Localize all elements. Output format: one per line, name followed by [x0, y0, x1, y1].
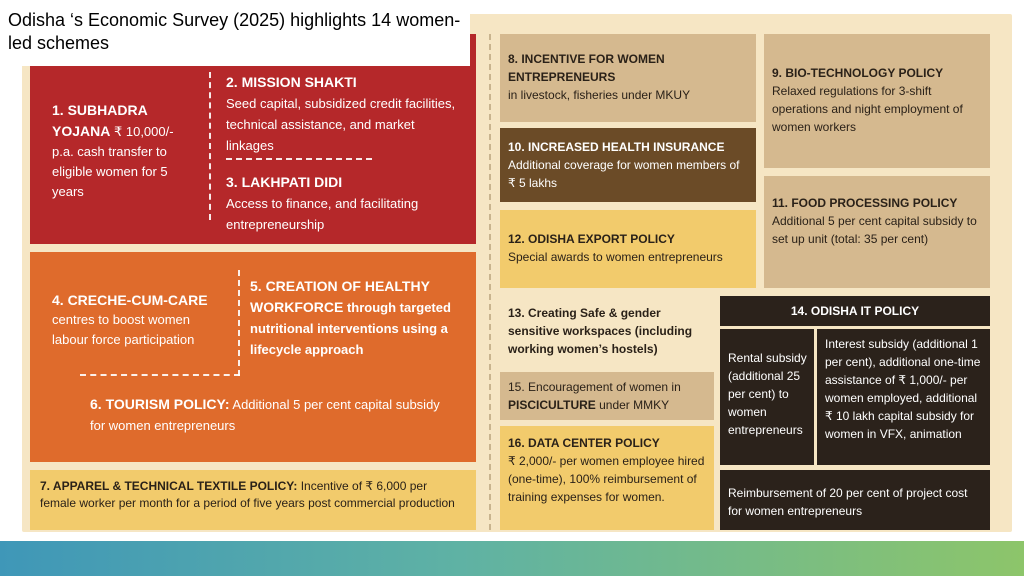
- scheme-2-text: Seed capital, subsidized credit facilities, technical assistance, and market linkages: [226, 96, 456, 153]
- scheme-8: [500, 34, 756, 122]
- scheme-4: [44, 284, 234, 356]
- scheme-8-text: in livestock, fisheries under MKUY: [508, 88, 691, 102]
- divider: [209, 72, 211, 220]
- scheme-16: [500, 426, 714, 530]
- scheme-15-bold: PISCICULTURE: [508, 398, 596, 412]
- scheme-10-title: 10. INCREASED HEALTH INSURANCE: [508, 140, 725, 154]
- scheme-13: [500, 296, 714, 366]
- divider: [226, 158, 372, 160]
- scheme-6-text: Additional 5 per cent capital subsidy for women entrepreneurs: [90, 397, 440, 433]
- scheme-14-rental: Rental subsidy (additional 25 per cent) to women entrepreneurs: [720, 329, 814, 465]
- scheme-15-pre: 15. Encouragement of women in: [508, 380, 681, 394]
- scheme-9-title: 9. BIO-TECHNOLOGY POLICY: [772, 66, 944, 80]
- scheme-12-title: 12. ODISHA EXPORT POLICY: [508, 232, 675, 246]
- divider: [80, 374, 240, 376]
- scheme-3: [218, 166, 468, 241]
- scheme-6: [82, 388, 462, 442]
- scheme-14-title: 14. ODISHA IT POLICY: [720, 296, 990, 326]
- scheme-10-text: Additional coverage for women members of ₹ 5 lakhs: [508, 158, 740, 190]
- scheme-10: [500, 128, 756, 202]
- scheme-4-text: centres to boost women labour force participation: [52, 312, 195, 347]
- scheme-14: [720, 296, 990, 530]
- scheme-7: [30, 470, 476, 530]
- scheme-15: [500, 372, 714, 420]
- scheme-14-interest: Interest subsidy (additional 1 per cent), additional one-time assistance of ₹ 1,000/- per women employed, additional ₹ 10 lakh capital subsidy for women in VFX, animation: [817, 329, 990, 465]
- scheme-16-title: 16. DATA CENTER POLICY: [508, 436, 660, 450]
- page-title: Odisha ‘s Economic Survey (2025) highlights 14 women-led schemes: [0, 0, 470, 66]
- scheme-11: [764, 176, 990, 288]
- scheme-1-title: 1. SUBHADRA YOJANA: [52, 102, 148, 139]
- scheme-15-post: under MMKY: [595, 398, 670, 412]
- scheme-8-title: 8. INCENTIVE FOR WOMEN ENTREPRENEURS: [508, 52, 665, 84]
- scheme-3-title: 3. LAKHPATI DIDI: [226, 174, 343, 190]
- scheme-4-title: 4. CRECHE-CUM-CARE: [52, 292, 208, 308]
- scheme-1-text: ₹ 10,000/- p.a. cash transfer to eligible women for 5 years: [52, 124, 174, 199]
- scheme-6-title: 6. TOURISM POLICY:: [90, 396, 230, 412]
- divider: [238, 270, 240, 376]
- scheme-3-text: Access to finance, and facilitating entrepreneurship: [226, 196, 419, 232]
- scheme-12: [500, 210, 756, 288]
- scheme-2: [218, 66, 468, 162]
- scheme-1: [44, 94, 204, 208]
- scheme-14-reimbursement: Reimbursement of 20 per cent of project cost for women entrepreneurs: [720, 470, 990, 530]
- scheme-16-text: ₹ 2,000/- per women employee hired (one-time), 100% reimbursement of training expenses for women.: [508, 454, 705, 504]
- scheme-5-title: 5. CREATION OF HEALTHY WORKFORCE: [250, 278, 430, 315]
- scheme-9: [764, 34, 990, 168]
- scheme-9-text: Relaxed regulations for 3-shift operations and night employment of women workers: [772, 84, 963, 134]
- scheme-5-text: through targeted nutritional interventions using a lifecycle approach: [250, 300, 451, 357]
- scheme-11-text: Additional 5 per cent capital subsidy to set up unit (total: 35 per cent): [772, 214, 977, 246]
- scheme-5: [242, 270, 470, 366]
- scheme-13-title: 13. Creating Safe & gender sensitive workspaces (including working women’s hostels): [508, 306, 693, 356]
- scheme-11-title: 11. FOOD PROCESSING POLICY: [772, 196, 958, 210]
- scheme-2-title: 2. MISSION SHAKTI: [226, 74, 357, 90]
- scheme-7-text: Incentive of ₹ 6,000 per female worker per month for a period of five years post commercial production: [40, 479, 455, 510]
- column-separator: [489, 34, 491, 530]
- footer-band: [0, 541, 1024, 576]
- scheme-7-title: 7. APPAREL & TECHNICAL TEXTILE POLICY:: [40, 479, 298, 493]
- scheme-12-text: Special awards to women entrepreneurs: [508, 250, 723, 264]
